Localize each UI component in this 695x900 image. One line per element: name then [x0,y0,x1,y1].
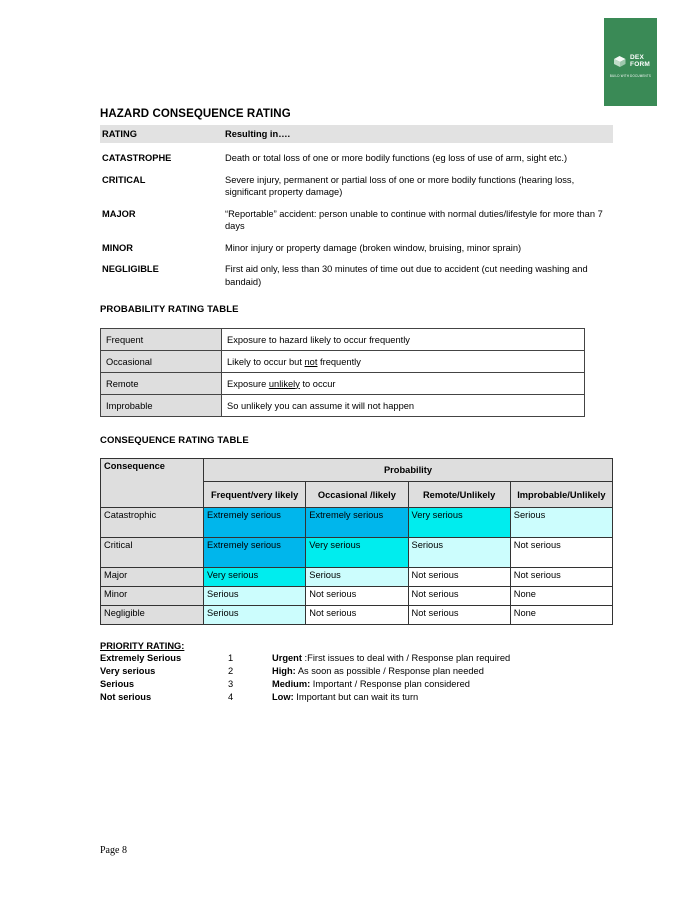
column-header-result: Resulting in…. [222,125,613,143]
consequence-section-title: CONSEQUENCE RATING TABLE [100,435,249,446]
priority-section-title: PRIORITY RATING: [100,641,185,651]
desc-pre: Exposure [227,378,269,389]
priority-row [100,652,570,665]
matrix-row [101,606,613,625]
hazard-rating-label: MINOR [102,242,133,253]
matrix-corner-header: Consequence [101,459,204,508]
table-row [101,351,585,373]
hazard-consequence-table [100,125,613,288]
probability-section-title: PROBABILITY RATING TABLE [100,304,239,315]
hazard-rating-description: Death or total loss of one or more bodily functions (eg loss of use of arm, sight etc.) [225,153,568,163]
hazard-rating-label: CRITICAL [102,174,146,185]
hazard-rating-label: MAJOR [102,208,136,219]
logo-name-line1: DEX [630,54,644,61]
matrix-col-header-remote: Remote/Unlikely [408,482,510,508]
page-footer: Page 8 [100,845,127,856]
matrix-cell: Extremely serious [204,538,306,568]
table-row [100,143,613,165]
priority-detail: Important but can wait its turn [293,692,419,702]
priority-number: 1 [228,653,234,663]
probability-rating-table [100,328,585,417]
probability-label: Occasional [101,351,222,373]
priority-number: 3 [228,679,234,689]
hazard-rating-label: CATASTROPHE [102,153,172,163]
table-row [100,254,613,288]
table-row [100,233,613,255]
priority-name: Very serious [100,666,156,676]
logo-tagline: BUILD WITH DOCUMENTS [609,73,652,79]
probability-description [222,329,585,351]
priority-number: 4 [228,692,234,702]
matrix-cell: Extremely serious [306,508,408,538]
matrix-row-label: Negligible [101,606,204,625]
priority-level: Low: [272,692,294,702]
table-header-row [100,125,613,143]
priority-detail: As soon as possible / Response plan needed [295,666,484,676]
probability-label: Frequent [101,329,222,351]
priority-description [272,652,570,665]
probability-description [222,351,585,373]
priority-name: Serious [100,679,135,689]
matrix-cell: Very serious [204,568,306,587]
consequence-rating-matrix [100,458,613,625]
priority-description [272,691,570,704]
priority-row [100,691,570,704]
matrix-cell: Very serious [408,508,510,538]
matrix-row [101,587,613,606]
matrix-header-row-group [101,459,613,482]
desc-pre: So unlikely you can assume it will not happen [227,400,415,411]
document-body [100,108,613,704]
matrix-row-label: Major [101,568,204,587]
logo-mark [604,54,657,68]
desc-pre: Exposure to hazard likely to occur frequently [227,334,410,345]
matrix-cell: Not serious [408,587,510,606]
probability-description [222,373,585,395]
matrix-cell: Extremely serious [204,508,306,538]
matrix-col-header-occasional: Occasional /likely [306,482,408,508]
matrix-cell: Not serious [408,606,510,625]
hazard-rating-description: “Reportable” accident: person unable to continue with normal duties/lifestyle for more than 7 days [225,208,603,231]
matrix-group-header-probability: Probability [204,459,613,482]
matrix-row [101,538,613,568]
hazard-rating-description: First aid only, less than 30 minutes of time out due to accident (cut needing washing and bandaid) [225,264,588,287]
desc-underline: unlikely [268,378,300,389]
matrix-cell: Not serious [510,538,612,568]
table-row [101,395,585,417]
hazard-rating-description: Severe injury, permanent or partial loss of one or more bodily functions (hearing loss, significant property damage) [225,174,575,197]
matrix-cell: Serious [408,538,510,568]
matrix-row [101,508,613,538]
matrix-cell: None [510,587,612,606]
dexform-logo-block [604,18,657,106]
table-row [100,165,613,199]
priority-description [272,665,570,678]
priority-description [272,678,570,691]
matrix-row-label: Critical [101,538,204,568]
matrix-row [101,568,613,587]
hazard-rating-description: Minor injury or property damage (broken window, bruising, minor sprain) [225,242,522,253]
probability-label: Remote [101,373,222,395]
desc-post: frequently [317,356,361,367]
desc-underline: not [304,356,318,367]
priority-level: High: [272,666,296,676]
table-row [101,373,585,395]
matrix-row-label: Minor [101,587,204,606]
matrix-cell: Serious [204,587,306,606]
priority-row [100,678,570,691]
priority-name: Extremely Serious [100,653,182,663]
matrix-cell: Serious [306,568,408,587]
priority-detail: Important / Response plan considered [310,679,470,689]
matrix-col-header-frequent: Frequent/very likely [204,482,306,508]
matrix-cell: Serious [510,508,612,538]
matrix-cell: Not serious [510,568,612,587]
cube-icon [611,55,628,68]
matrix-col-header-improbable: Improbable/Unlikely [510,482,612,508]
matrix-row-label: Catastrophic [101,508,204,538]
priority-level: Medium: [272,679,311,689]
matrix-cell: Not serious [306,587,408,606]
table-row [101,329,585,351]
priority-number: 2 [228,666,234,676]
priority-rating-list [100,652,570,704]
logo-wordmark [630,54,650,68]
table-row [100,199,613,233]
priority-row [100,665,570,678]
matrix-cell: Not serious [408,568,510,587]
matrix-cell: Serious [204,606,306,625]
priority-level: Urgent [272,653,302,663]
logo-name-line2: FORM [630,61,650,68]
matrix-cell: Not serious [306,606,408,625]
desc-post: to occur [299,378,336,389]
matrix-cell: Very serious [306,538,408,568]
priority-name: Not serious [100,692,152,702]
desc-pre: Likely to occur but [227,356,305,367]
probability-label: Improbable [101,395,222,417]
column-header-rating: RATING [100,125,222,143]
priority-detail: :First issues to deal with / Response plan required [301,653,511,663]
hazard-section-title: HAZARD CONSEQUENCE RATING [100,108,291,120]
probability-description [222,395,585,417]
matrix-cell: None [510,606,612,625]
hazard-rating-label: NEGLIGIBLE [102,264,159,274]
